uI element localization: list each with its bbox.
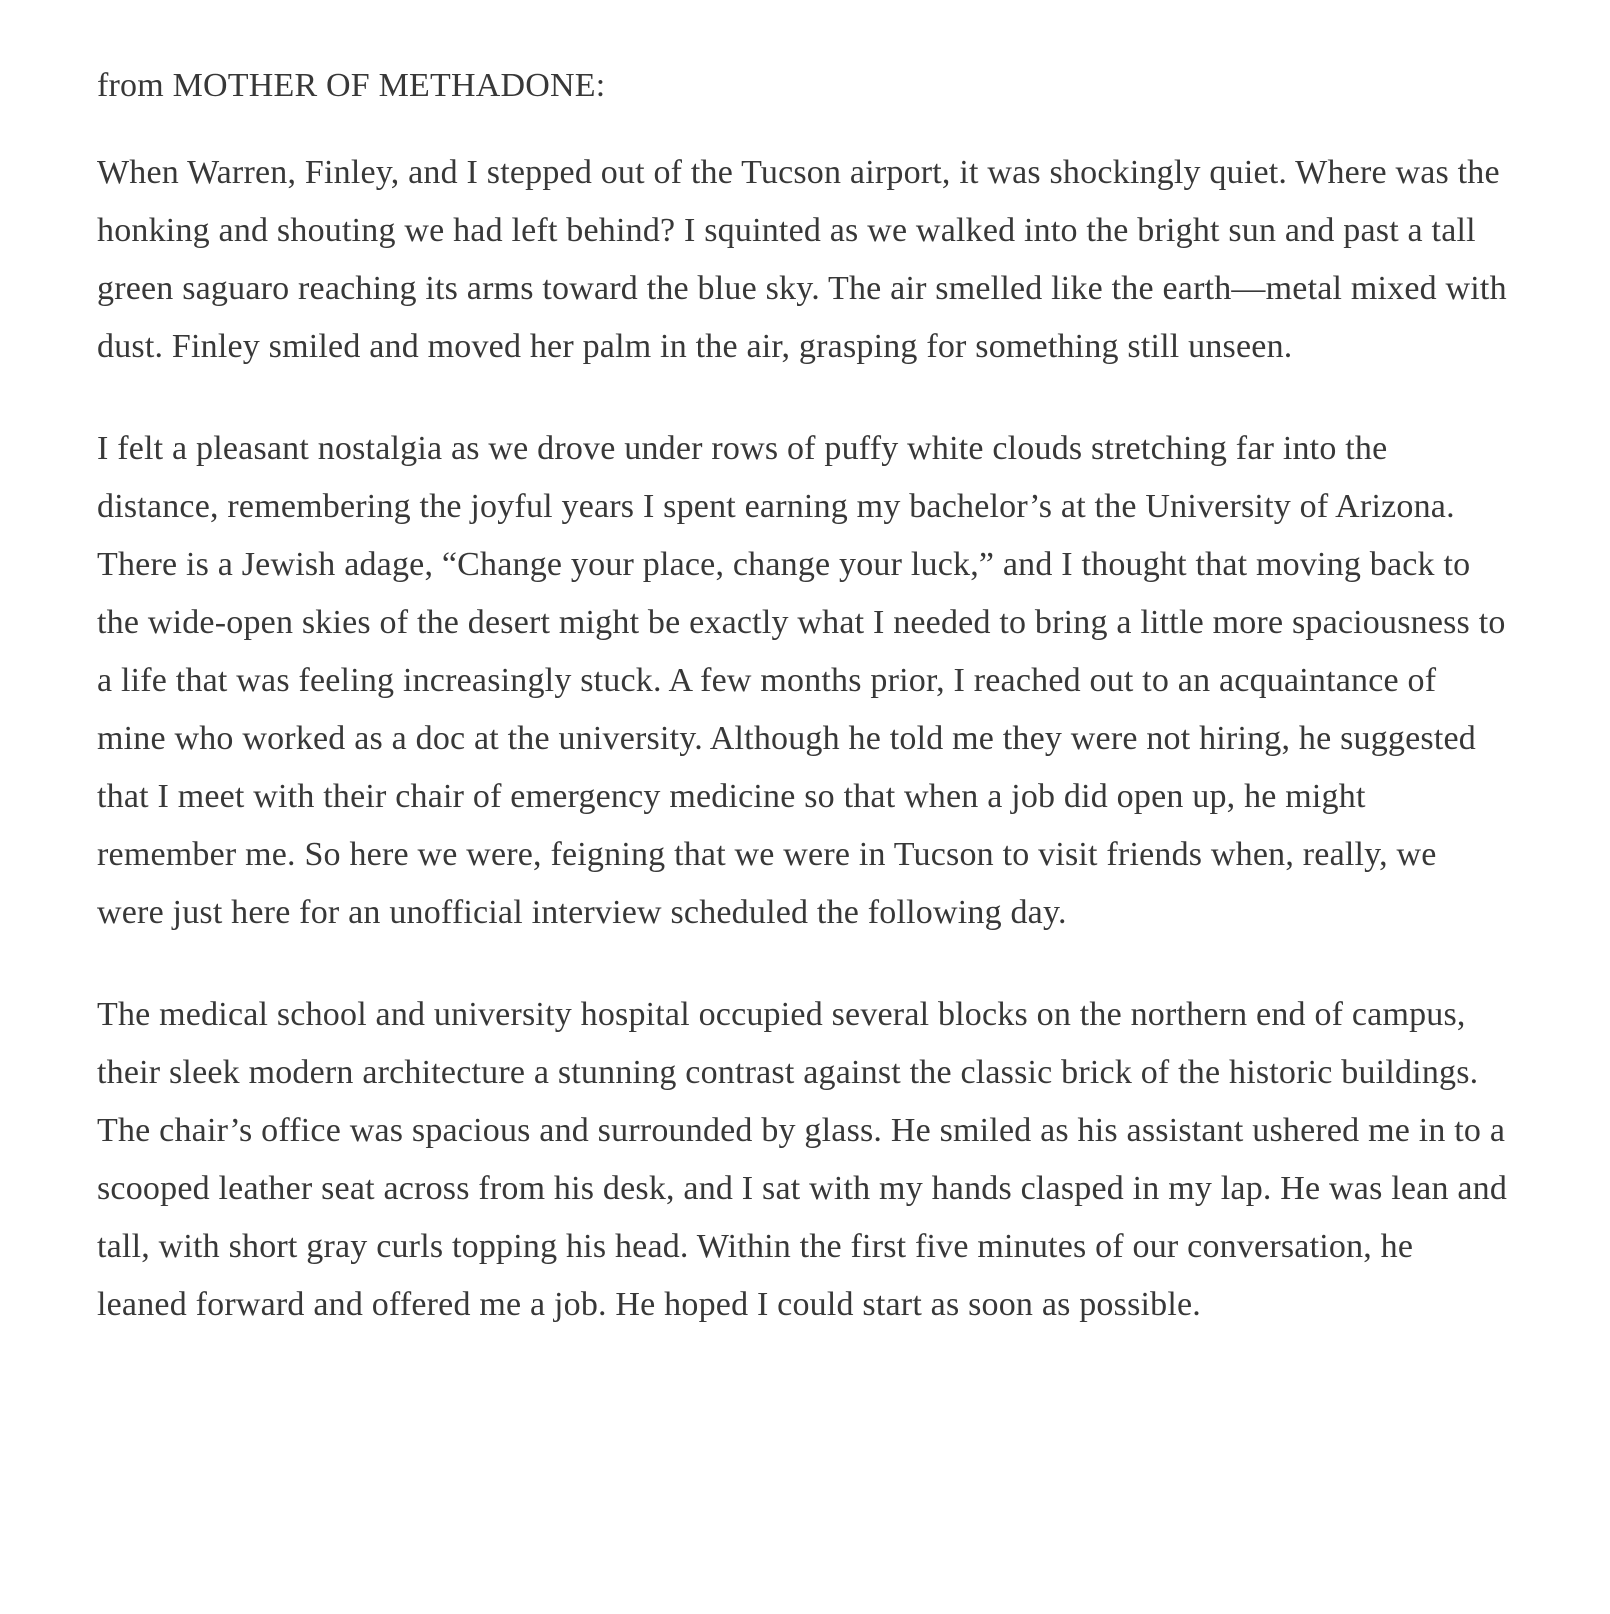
paragraph-1: When Warren, Finley, and I stepped out of the Tucson airport, it was shockingly quiet. Where was the honking and shouting we had left behind? I squinted as we walked into the bright sun and past a tall green saguaro reaching its arms toward the blue sky. The air smelled like the earth—metal mixed with dust. Finley smiled and moved her palm in the air, grasping for something still unseen. [97,154,1507,365]
excerpt-heading: from MOTHER OF METHADONE: [97,67,606,104]
paragraph-3: The medical school and university hospital occupied several blocks on the northern end of campus, their sleek modern architecture a stunning contrast against the classic brick of the historic buildings. The chair’s office was spacious and surrounded by glass. He smiled as his assistant ushered me in to a scooped leather seat across from his desk, and I sat with my hands clasped in my lap. He was lean and tall, with short gray curls topping his head. Within the first five minutes of our conversation, he leaned forward and offered me a job. He hoped I could start as soon as possible. [97,996,1508,1323]
article-body [97,57,1510,1334]
paragraph-2: I felt a pleasant nostalgia as we drove under rows of puffy white clouds stretching far into the distance, remembering the joyful years I spent earning my bachelor’s at the University of Arizona. There is a Jewish adage, “Change your place, change your luck,” and I thought that moving back to the wide-open skies of the desert might be exactly what I needed to bring a little more spaciousness to a life that was feeling increasingly stuck. A few months prior, I reached out to an acquaintance of mine who worked as a doc at the university. Although he told me they were not hiring, he suggested that I meet with their chair of emergency medicine so that when a job did open up, he might remember me. So here we were, feigning that we were in Tucson to visit friends when, really, we were just here for an unofficial interview scheduled the following day. [97,430,1506,931]
